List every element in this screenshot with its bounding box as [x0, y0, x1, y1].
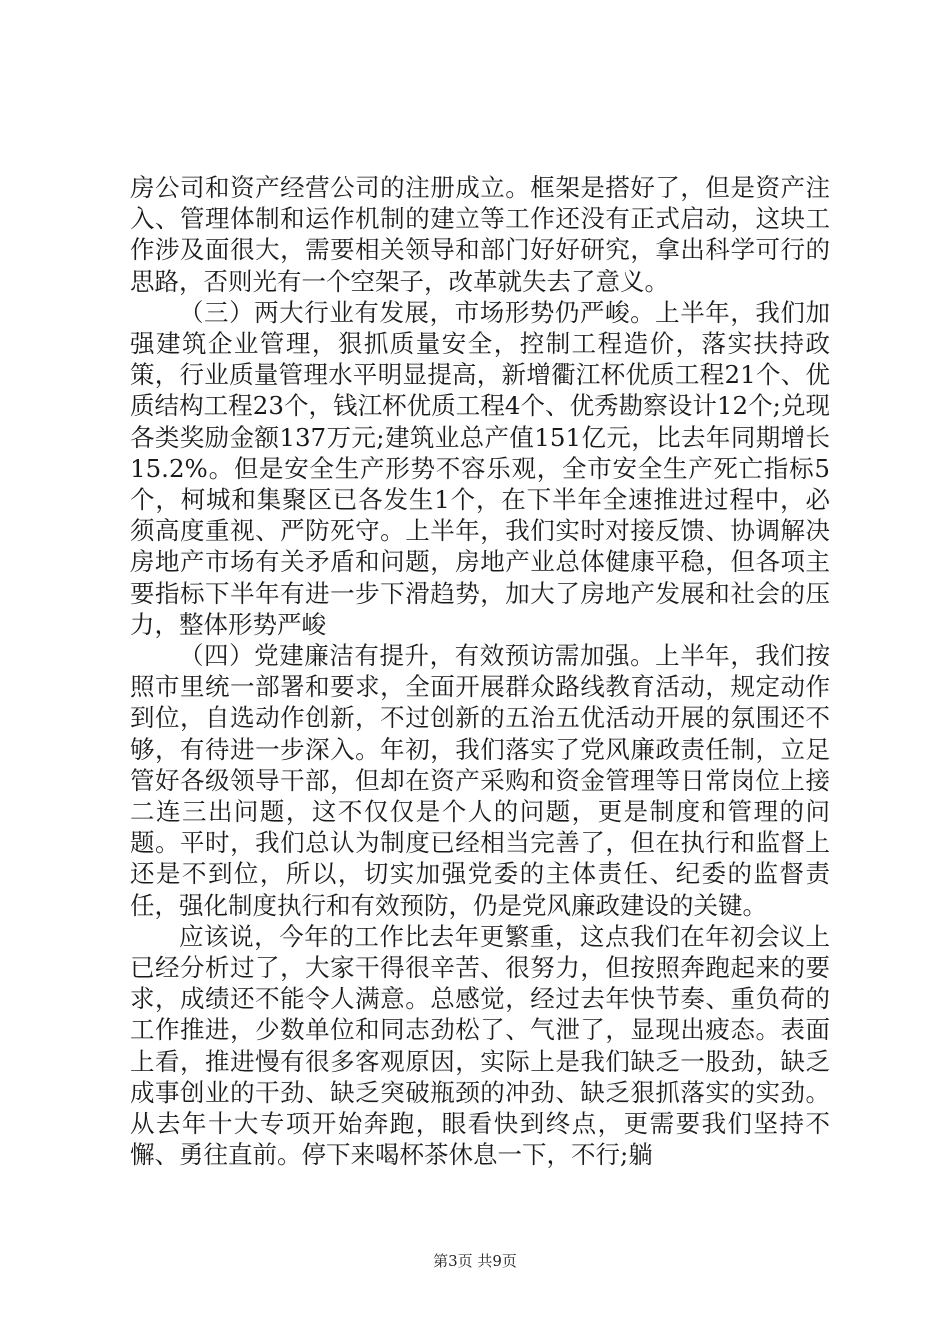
paragraph-section-four: （四）党建廉洁有提升，有效预访需加强。上半年，我们按照市里统一部署和要求，全面开展群众路线教育活动，规定动作到位，自选动作创新，不过创新的五治五优活动开展的氛围还不够，有待进一步深入。年初，我们落实了党风廉政责任制，立足管好各级领导干部，但却在资产采购和资金管理等日常岗位上接二连三出问题，这不仅仅是个人的问题，更是制度和管理的问题。平时，我们总认为制度已经相当完善了，但在执行和监督上还是不到位，所以，切实加强党委的主体责任、纪委的监督责任，强化制度执行和有效预防，仍是党风廉政建设的关键。	[130, 641, 830, 920]
page-number-footer: 第3页 共9页	[433, 1252, 517, 1270]
paragraph-section-three: （三）两大行业有发展，市场形势仍严峻。上半年，我们加强建筑企业管理，狠抓质量安全，控制工程造价，落实扶持政策，行业质量管理水平明显提高，新增衢江杯优质工程21个、优质结构工程23个，钱江杯优质工程4个、优秀勘察设计12个;兑现各类奖励金额137万元;建筑业总产值151亿元，比去年同期增长15.2%。但是安全生产形势不容乐观，全市安全生产死亡指标5个，柯城和集聚区已各发生1个，在下半年全速推进过程中，必须高度重视、严防死守。上半年，我们实时对接反馈、协调解决房地产市场有关矛盾和问题，房地产业总体健康平稳，但各项主要指标下半年有进一步下滑趋势，加大了房地产发展和社会的压力，整体形势严峻	[130, 297, 830, 639]
paragraph-summary: 应该说，今年的工作比去年更繁重，这点我们在年初会议上已经分析过了，大家干得很辛苦、很努力，但按照奔跑起来的要求，成绩还不能令人满意。总感觉，经过去年快节奏、重负荷的工作推进，少数单位和同志劲松了、气泄了，显现出疲态。表面上看，推进慢有很多客观原因，实际上是我们缺乏一股劲，缺乏成事创业的干劲、缺乏突破瓶颈的冲劲、缺乏狠抓落实的实劲。从去年十大专项开始奔跑，眼看快到终点，更需要我们坚持不懈、勇往直前。停下来喝杯茶休息一下，不行;躺	[130, 921, 830, 1170]
document-body	[130, 172, 830, 1171]
paragraph-continued: 房公司和资产经营公司的注册成立。框架是搭好了，但是资产注入、管理体制和运作机制的建立等工作还没有正式启动，这块工作涉及面很大，需要相关领导和部门好好研究，拿出科学可行的思路，否则光有一个空架子，改革就失去了意义。	[130, 173, 830, 296]
